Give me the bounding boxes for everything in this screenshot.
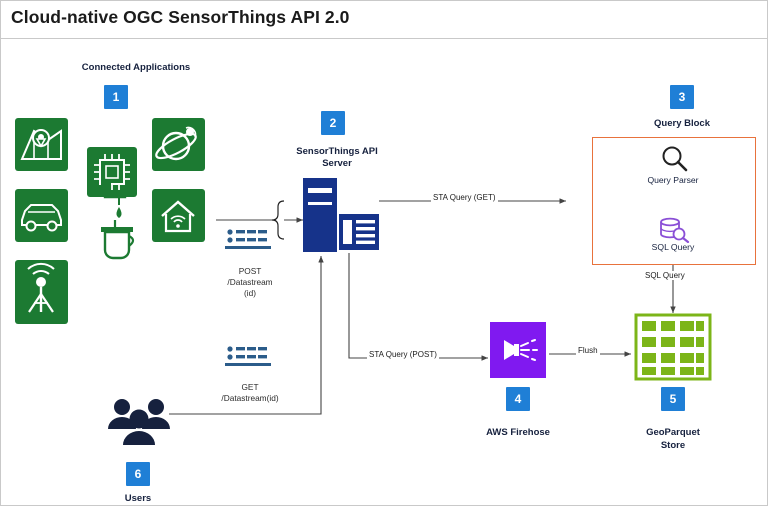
parquet-grid-icon bbox=[634, 313, 712, 386]
car-icon bbox=[15, 189, 68, 242]
get-datastream-line2: /Datastream(id) bbox=[221, 393, 279, 403]
post-datastream-line2: /Datastream bbox=[227, 277, 273, 287]
edge-label-sta-query-post: STA Query (POST) bbox=[369, 350, 437, 359]
badge-1: 1 bbox=[104, 85, 128, 109]
users-label: Users bbox=[124, 493, 152, 504]
users-group-icon bbox=[105, 395, 173, 456]
badge-3: 3 bbox=[670, 85, 694, 109]
sta-server-label-1: SensorThings API bbox=[296, 146, 378, 157]
sql-query-label: SQL Query bbox=[651, 242, 695, 252]
edge-label-sql-query: SQL Query bbox=[645, 271, 685, 280]
map-pin-icon bbox=[15, 118, 68, 171]
badge-6: 6 bbox=[126, 462, 150, 486]
edge-label-sta-query-get: STA Query (GET) bbox=[433, 193, 496, 202]
datastream-icon-get bbox=[225, 345, 273, 372]
post-datastream-line1: POST bbox=[238, 266, 262, 276]
query-block-label: Query Block bbox=[654, 118, 710, 129]
water-pump-icon bbox=[91, 216, 143, 271]
sensor-tower-icon bbox=[15, 260, 68, 324]
smart-home-icon bbox=[152, 189, 205, 242]
badge-5: 5 bbox=[661, 387, 685, 411]
datastream-icon bbox=[225, 228, 273, 255]
server-rack-icon bbox=[301, 176, 381, 259]
badge-4: 4 bbox=[506, 387, 530, 411]
geoparquet-label-2: Store bbox=[660, 440, 686, 451]
title-divider bbox=[1, 38, 767, 39]
firehose-label: AWS Firehose bbox=[486, 427, 550, 438]
firehose-icon bbox=[490, 322, 546, 383]
geoparquet-label-1: GeoParquet bbox=[646, 427, 700, 438]
satellite-icon bbox=[152, 118, 205, 171]
edge-label-flush: Flush bbox=[578, 346, 598, 355]
sta-server-label-2: Server bbox=[322, 158, 352, 169]
post-datastream-line3: (id) bbox=[244, 288, 256, 298]
query-parser-label: Query Parser bbox=[647, 175, 699, 185]
page-title: Cloud-native OGC SensorThings API 2.0 bbox=[11, 7, 350, 27]
magnifier-icon bbox=[659, 144, 689, 179]
get-datastream-line1: GET bbox=[241, 382, 259, 392]
connected-applications-label: Connected Applications bbox=[81, 62, 191, 73]
badge-2: 2 bbox=[321, 111, 345, 135]
